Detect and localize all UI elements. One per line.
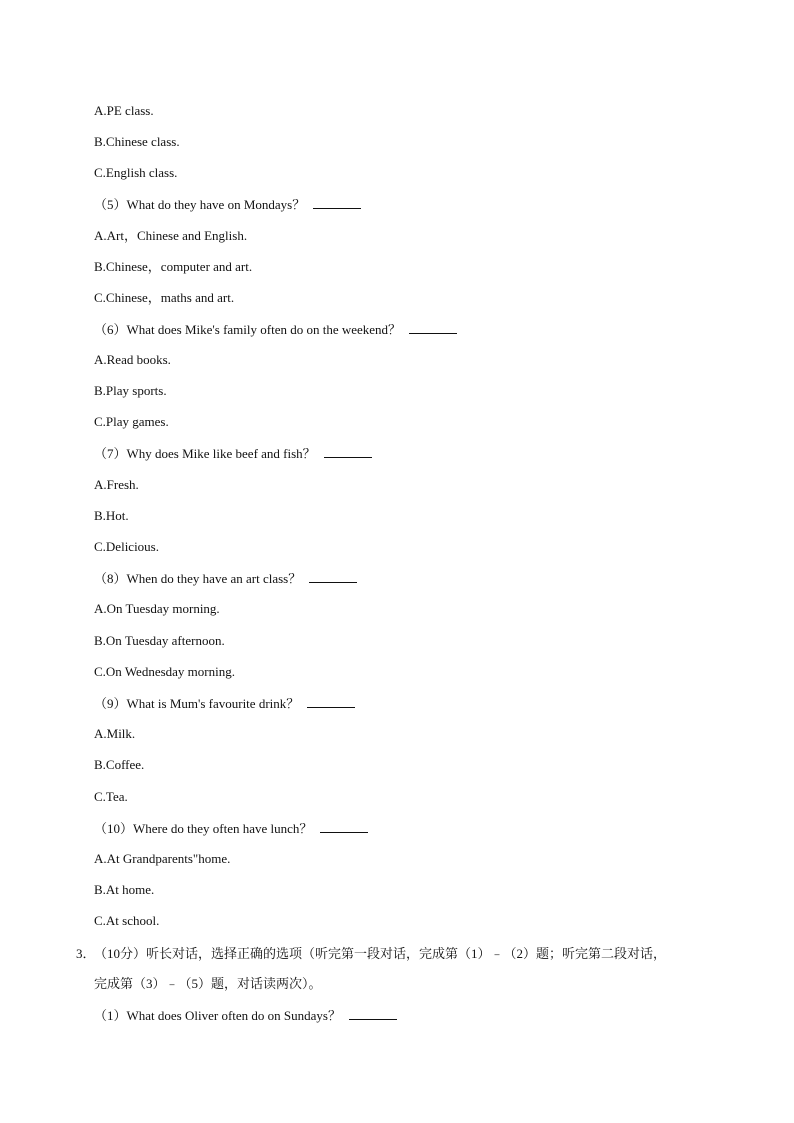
section-3-instruction-line2: 完成第（3）﹣（5）题，对话读两次）。 (94, 976, 322, 991)
q9-question-text: （9）What is Mum's favourite drink？ (94, 696, 300, 711)
q8-answer-blank[interactable] (309, 570, 357, 583)
section-3-instruction-line1: （10分）听长对话，选择正确的选项（听完第一段对话，完成第（1）﹣（2）题；听完第二段对话， (94, 946, 667, 961)
section-3-number: 3． (76, 946, 96, 961)
q5-answer-blank[interactable] (313, 196, 361, 209)
q9-option-a: A.Milk. (94, 726, 136, 741)
q7-option-a: A.Fresh. (94, 477, 139, 492)
q7-option-c: C.Delicious. (94, 539, 159, 554)
q5-option-a: A.Art，Chinese and English. (94, 228, 248, 243)
s3-q1-question-text: （1）What does Oliver often do on Sundays？ (94, 1008, 341, 1023)
q10-question-text: （10）Where do they often have lunch？ (94, 821, 313, 836)
q4-option-a: A.PE class. (94, 103, 154, 118)
q7-question (94, 445, 372, 462)
q8-option-b: B.On Tuesday afternoon. (94, 633, 225, 648)
q5-question-text: （5）What do they have on Mondays？ (94, 197, 306, 212)
q9-option-b: B.Coffee. (94, 757, 145, 772)
q7-option-b: B.Hot. (94, 508, 129, 523)
q5-option-c: C.Chinese，maths and art. (94, 290, 235, 305)
q8-option-a: A.On Tuesday morning. (94, 601, 220, 616)
q8-question (94, 570, 357, 587)
q4-option-b: B.Chinese class. (94, 134, 180, 149)
q4-option-c: C.English class. (94, 165, 178, 180)
q6-option-a: A.Read books. (94, 352, 171, 367)
q6-question (94, 321, 457, 338)
s3-q1-answer-blank[interactable] (349, 1007, 397, 1020)
q10-question (94, 820, 368, 837)
q9-option-c: C.Tea. (94, 789, 128, 804)
q5-option-b: B.Chinese，computer and art. (94, 259, 253, 274)
q9-answer-blank[interactable] (307, 695, 355, 708)
q7-question-text: （7）Why does Mike like beef and fish？ (94, 446, 316, 461)
q10-option-c: C.At school. (94, 913, 160, 928)
q8-option-c: C.On Wednesday morning. (94, 664, 235, 679)
q10-answer-blank[interactable] (320, 820, 368, 833)
q6-answer-blank[interactable] (409, 321, 457, 334)
q8-question-text: （8）When do they have an art class？ (94, 571, 302, 586)
q10-option-b: B.At home. (94, 882, 155, 897)
q7-answer-blank[interactable] (324, 445, 372, 458)
q9-question (94, 695, 355, 712)
q6-option-b: B.Play sports. (94, 383, 167, 398)
q10-option-a: A.At Grandparents"home. (94, 851, 231, 866)
q5-question (94, 196, 361, 213)
q6-question-text: （6）What does Mike's family often do on the weekend？ (94, 322, 402, 337)
s3-q1-question (94, 1007, 397, 1024)
q6-option-c: C.Play games. (94, 414, 169, 429)
